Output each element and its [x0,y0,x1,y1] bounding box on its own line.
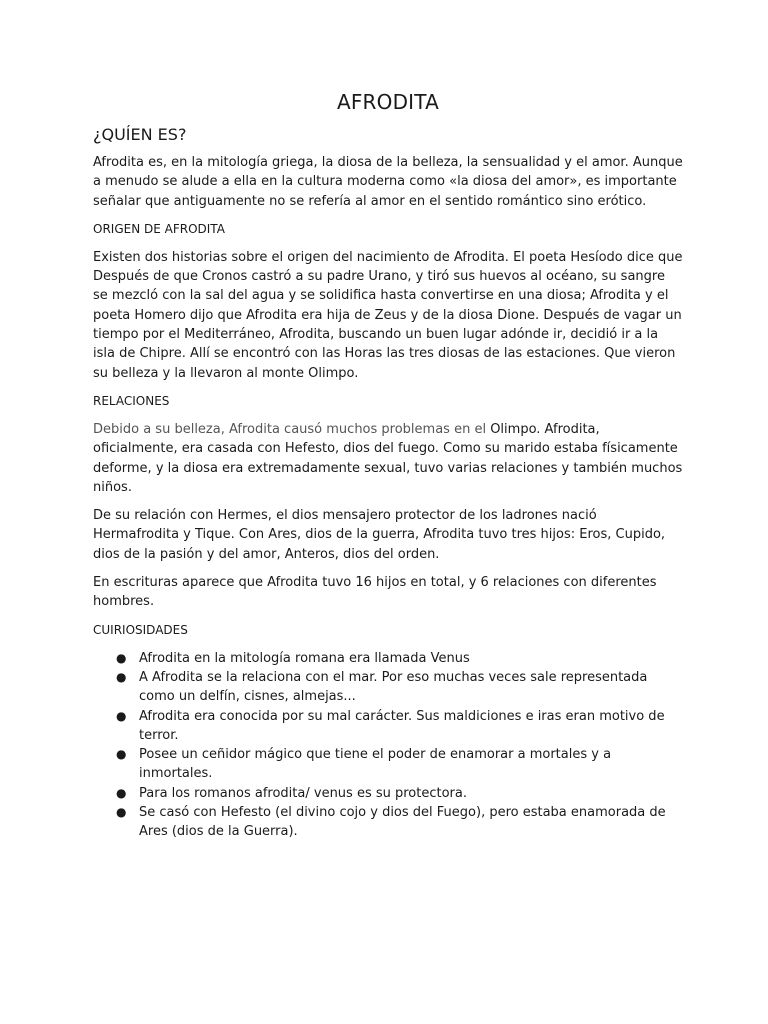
relaciones-rest-text: Olimpo. Afrodita, oficialmente, era casada con Hefesto, dios del fuego. Como su marido estaba físicamente deforme, y la diosa era extremadamente sexual, tuvo varias relaciones y también muchos niños. [93,421,683,495]
relaciones-paragraph-2: De su relación con Hermes, el dios mensajero protector de los ladrones nació Hermafrodita y Tique. Con Ares, dios de la guerra, Afrodita tuvo tres hijos: Eros, Cupido, dios de la pasión y del amor, Anteros, dios del orden. [93,508,666,562]
intro-paragraph: Afrodita es, en la mitología griega, la diosa de la belleza, la sensualidad y el amor. Aunque a menudo se alude a ella en la cultura moderna como «la diosa del amor», es importante señalar que antiguamente no se refería al amor en el sentido romántico sino erótico. [93,155,683,209]
document-title: AFRODITA [336,90,440,114]
list-item-text: Para los romanos afrodita/ venus es su protectora. [139,785,467,801]
curiosidades-heading: CUIRIOSIDADES [93,622,188,637]
bullet-icon: ● [116,669,127,684]
section-subtitle: ¿QUÍEN ES? [93,125,187,144]
bullet-icon: ● [116,708,127,723]
list-item-text: Posee un ceñidor mágico que tiene el poder de enamorar a mortales y a inmortales. [139,747,612,782]
relaciones-paragraph-1 [93,420,683,497]
curiosidades-list [93,649,683,842]
list-item [116,745,683,784]
bullet-icon: ● [116,650,127,665]
list-item-text: Afrodita era conocida por su mal carácter. Sus maldiciones e iras eran motivo de terror. [139,708,665,743]
relaciones-gray-text: Debido a su belleza, Afrodita causó muchos problemas en el [93,421,487,437]
origen-paragraph: Existen dos historias sobre el origen del nacimiento de Afrodita. El poeta Hesíodo dice que Después de que Cronos castró a su padre Urano, y tiró sus huevos al océano, su sangre se mezcló con la sal del agua y se solidifica hasta convertirse en una diosa; Afrodita y el poeta Homero dijo que Afrodita era hija de Zeus y de la diosa Dione. Después de vagar un tiempo por el Mediterráneo, Afrodita, buscando un buen lugar adónde ir, decidió ir a la isla de Chipre. Allí se encontró con las Horas las tres diosas de las estaciones. Que vieron su belleza y la llevaron al monte Olimpo. [93,249,683,381]
list-item [116,784,683,803]
origen-heading: ORIGEN DE AFRODITA [93,221,225,236]
list-item [116,649,683,668]
list-item-text: Afrodita en la mitología romana era llamada Venus [139,650,470,666]
list-item [116,803,683,842]
list-item-text: Se casó con Hefesto (el divino cojo y dios del Fuego), pero estaba enamorada de Ares (dios de la Guerra). [139,805,666,840]
relaciones-heading: RELACIONES [93,393,170,408]
bullet-icon: ● [116,747,127,762]
bullet-icon: ● [116,805,127,820]
list-item [116,707,683,746]
document-page [93,90,683,842]
list-item [116,668,683,707]
relaciones-paragraph-3: En escrituras aparece que Afrodita tuvo 16 hijos en total, y 6 relaciones con diferentes hombres. [93,575,657,610]
bullet-icon: ● [116,785,127,800]
list-item-text: A Afrodita se la relaciona con el mar. Por eso muchas veces sale representada como un delfín, cisnes, almejas... [139,669,648,705]
